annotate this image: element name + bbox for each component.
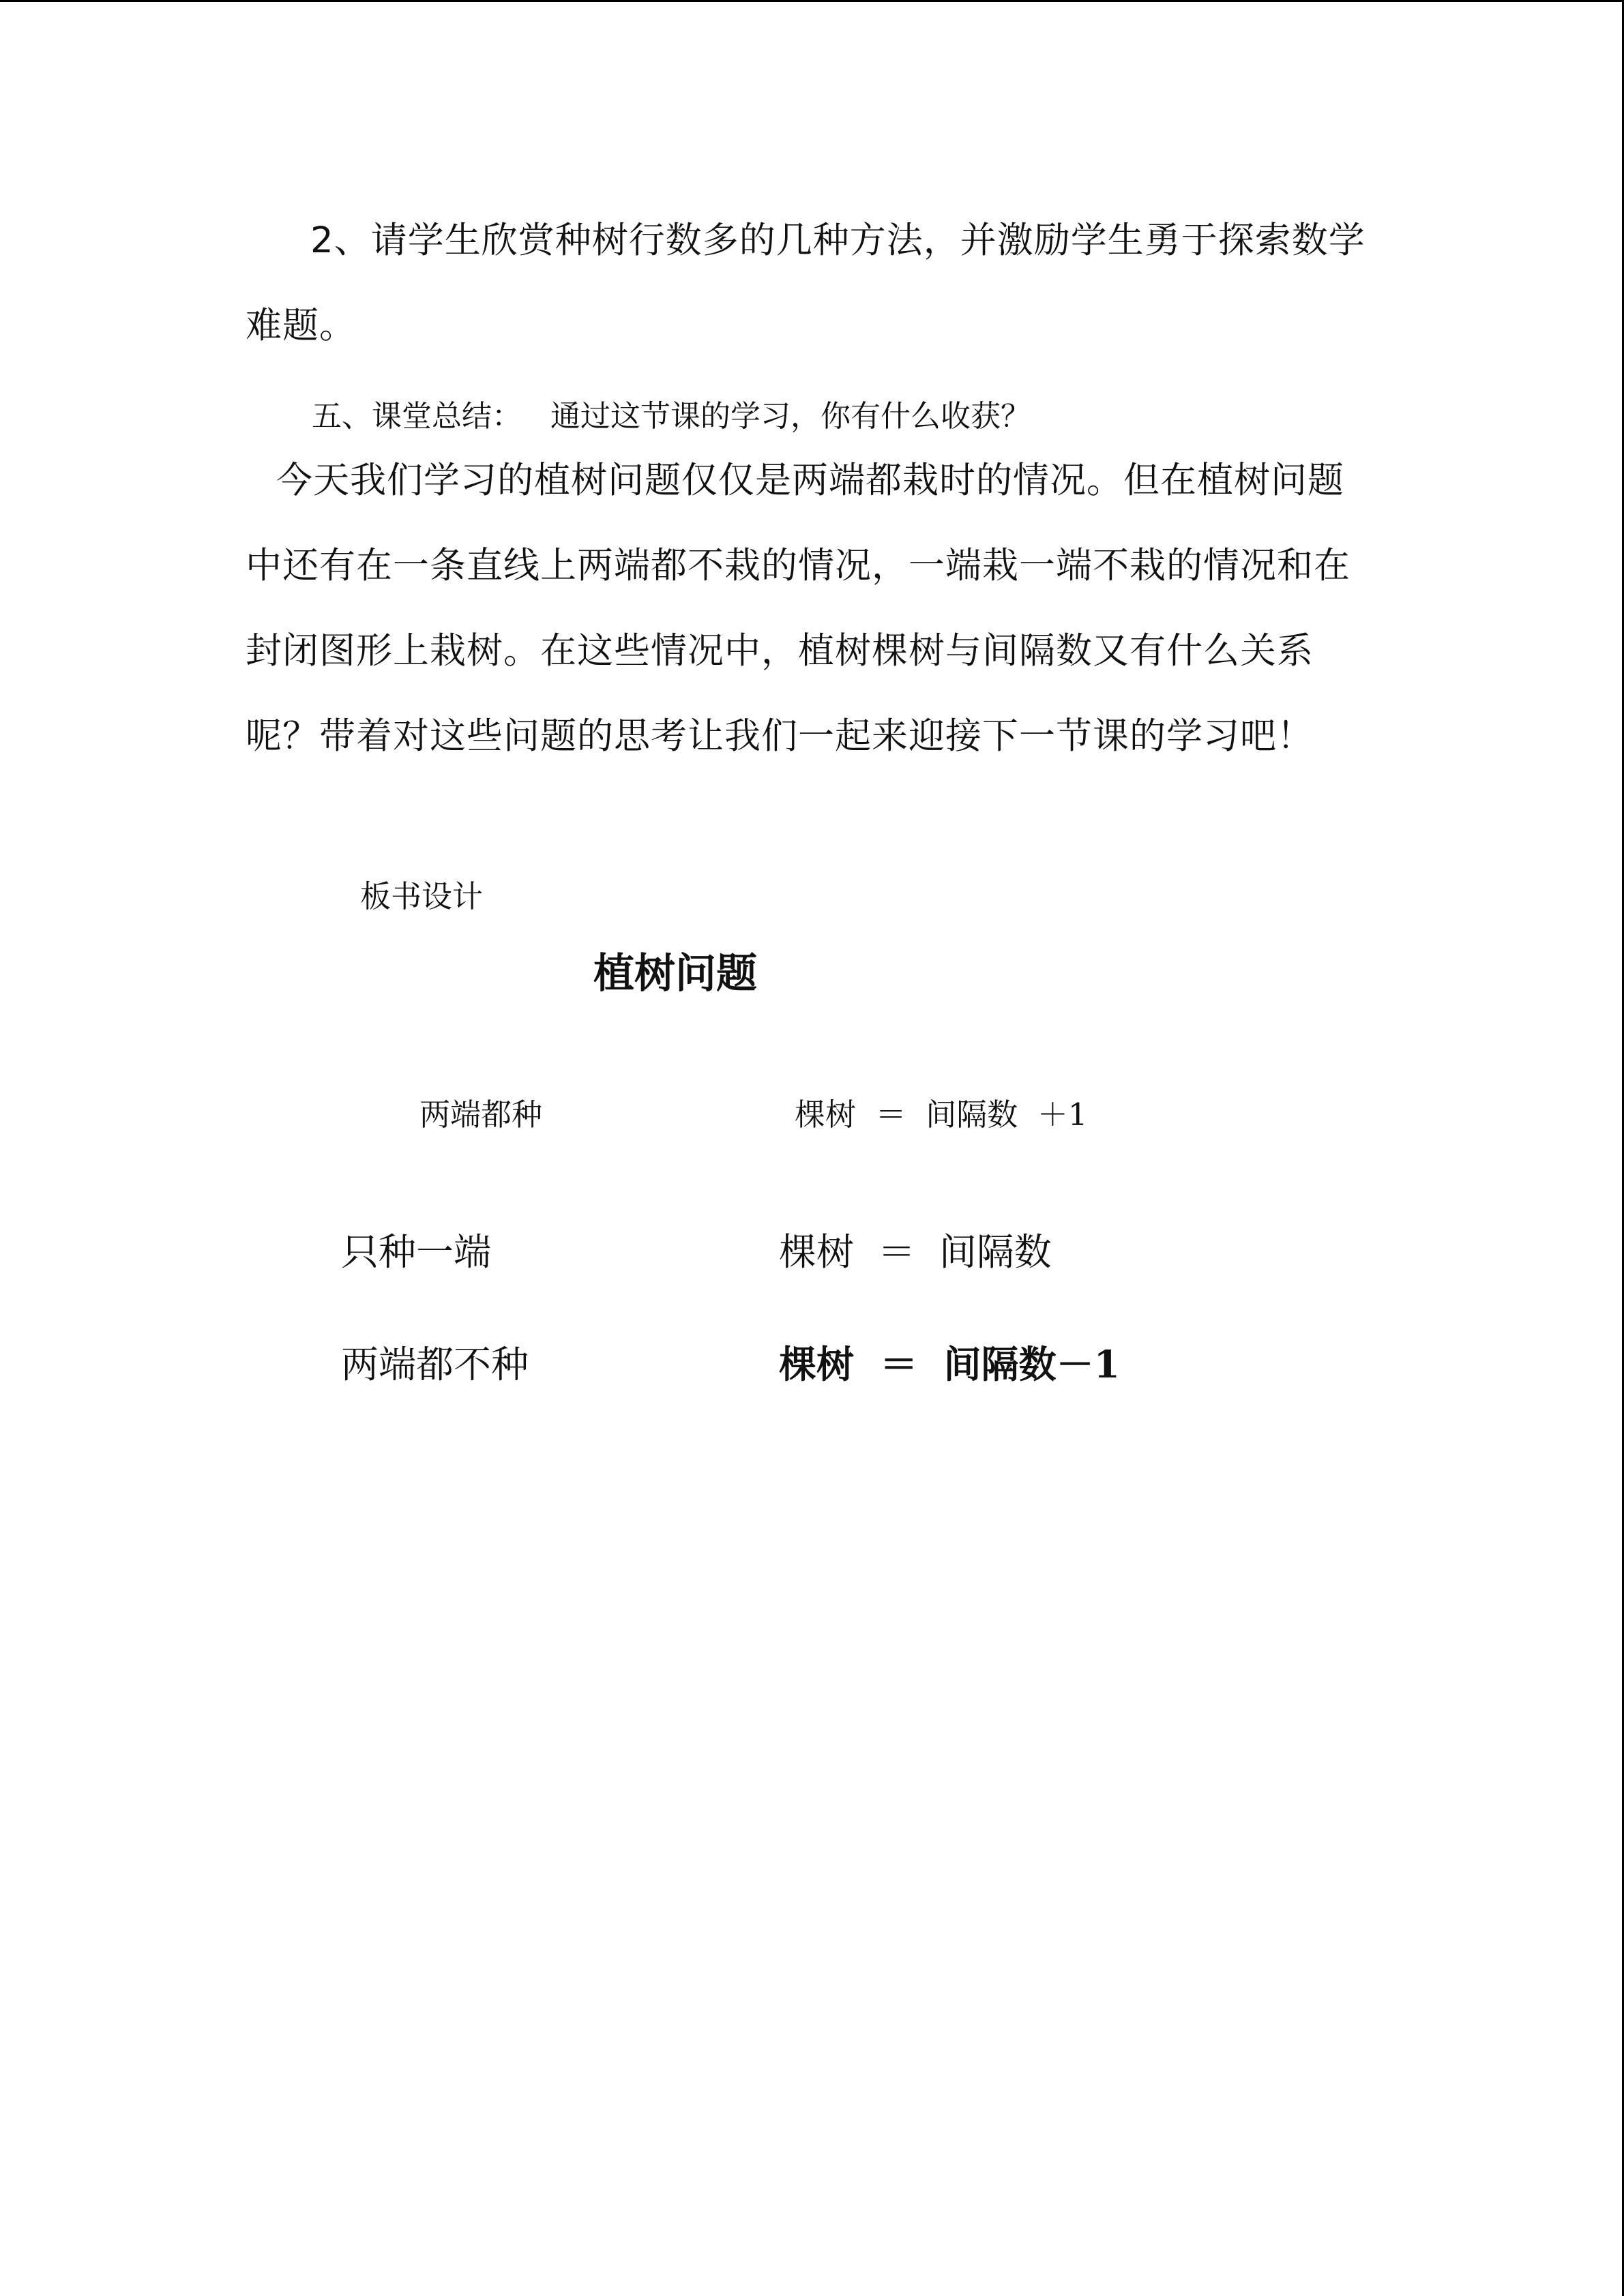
board-row-formula: 棵树 ＝ 间隔数 ＋1 <box>795 1097 1088 1133</box>
board-row-formula: 棵树 ＝ 间隔数－1 <box>779 1342 1120 1386</box>
class-summary-heading: 五、课堂总结： 通过这节课的学习，你有什么收获？ <box>312 399 1031 434</box>
board-design-label: 板书设计 <box>360 878 484 914</box>
board-row-case: 两端都不种 <box>341 1343 529 1386</box>
paragraph-conclusion: 今天我们学习的植树问题仅仅是两端都栽时的情况。但在植树问题中还有在一条直线上两端都不栽的情况，一端栽一端不栽的情况和在封闭图形上栽树。在这些情况中，植树棵树与间隔数又有什么关系呢？带着对这些问题的思考让我们一起来迎接下一节课的学习吧！ <box>246 460 1350 757</box>
board-row-formula: 棵树 ＝ 间隔数 <box>779 1230 1052 1274</box>
board-title: 植树问题 <box>593 950 757 998</box>
paragraph-appreciation: 2、请学生欣赏种树行数多的几种方法，并激励学生勇于探索数学难题。 <box>246 220 1365 346</box>
board-row-case: 两端都种 <box>419 1097 543 1133</box>
board-row-case: 只种一端 <box>341 1230 492 1274</box>
page-border-top <box>0 0 1624 2</box>
